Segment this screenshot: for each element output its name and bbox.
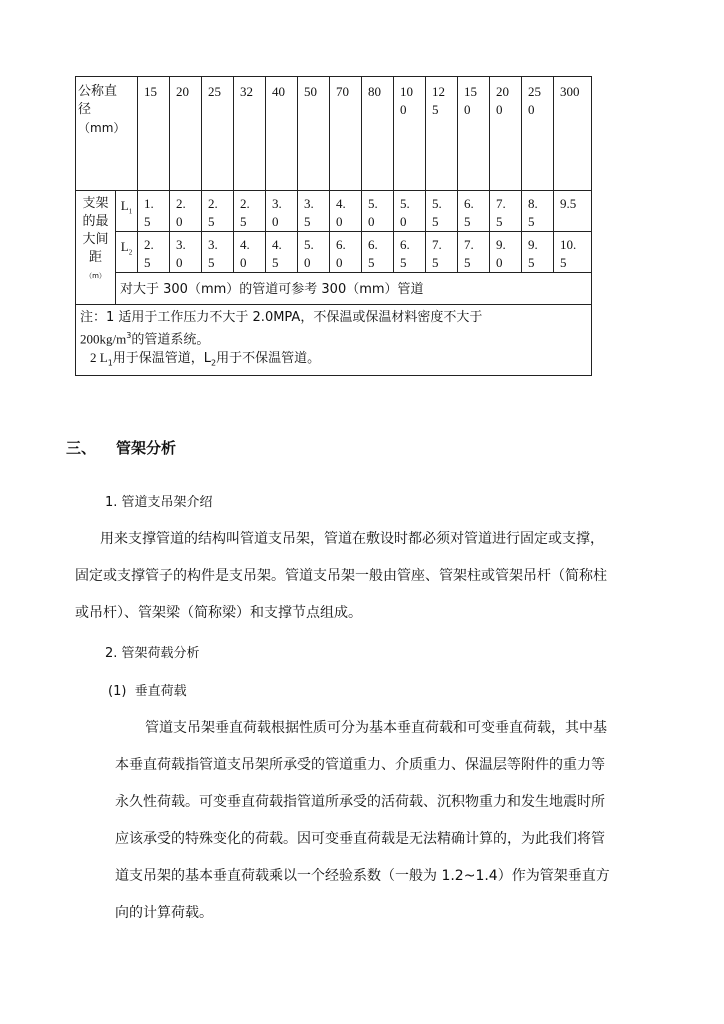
cell-text: 0	[400, 214, 407, 229]
diameter-cell	[426, 77, 458, 191]
diameter-cell	[138, 77, 170, 191]
diameter-cell	[298, 77, 330, 191]
l1-value	[234, 191, 266, 232]
cell-text: 3.	[208, 237, 218, 252]
cell-text: 5	[144, 214, 151, 229]
cell-text: 7.	[432, 237, 442, 252]
l1-row	[76, 191, 592, 232]
diameter-cell	[394, 77, 426, 191]
l-letter: L	[120, 239, 129, 254]
note-text: 的管道系统。	[131, 332, 210, 348]
l1-value	[266, 191, 298, 232]
cell-text: 0	[496, 255, 503, 270]
cell-text: 2.	[208, 196, 218, 211]
cell-text: 4.	[336, 196, 346, 211]
l1-value	[394, 191, 426, 232]
l2-value	[170, 232, 202, 273]
cell-text: 0	[336, 255, 343, 270]
diameter-cell	[522, 77, 554, 191]
note-line-3	[80, 349, 591, 373]
cell-text: 3.	[272, 196, 282, 211]
diameter-cell	[330, 77, 362, 191]
cell-text: 0	[496, 102, 503, 117]
l1-value	[170, 191, 202, 232]
cell-text: 5	[400, 255, 407, 270]
subheading-3: (1) 垂直荷载	[108, 684, 187, 699]
cell-text: 5	[208, 214, 215, 229]
paragraph-2-line: 永久性荷载。可变垂直荷载指管道所承受的活荷载、沉积物重力和发生地震时所	[115, 794, 605, 810]
l2-value	[426, 232, 458, 273]
cell-text: 300	[560, 84, 580, 99]
cell-text: 4.	[240, 237, 250, 252]
label-line: （m）	[85, 272, 106, 280]
note-sup: 3	[126, 331, 132, 340]
section-number: 三、	[66, 439, 97, 457]
paragraph-1-line: 用来支撑管道的结构叫管道支吊架，管道在敷设时都必须对管道进行固定或支撑，	[100, 531, 604, 547]
l-subscript: 2	[128, 248, 133, 257]
section-title: 管架分析	[116, 439, 177, 457]
l1-value	[554, 191, 592, 232]
cell-text: 6.	[336, 237, 346, 252]
paragraph-1-line: 固定或支撑管子的构件是支吊架。管道支吊架一般由管座、管架柱或管架吊杆（简称柱	[75, 568, 607, 584]
table-caption: 对大于 300（mm）的管道可参考 300（mm）管道	[116, 273, 592, 305]
cell-text: 12	[432, 84, 446, 99]
label-line: 距	[88, 250, 102, 265]
cell-text: 0	[528, 102, 535, 117]
l1-value	[522, 191, 554, 232]
note-line-2	[80, 327, 591, 349]
cell-text: 0	[176, 214, 183, 229]
paragraph-2-line: 本垂直荷载指管道支吊架所承受的管道重力、介质重力、保温层等附件的重力等	[115, 757, 605, 773]
l1-value	[330, 191, 362, 232]
cell-text: 0	[336, 214, 343, 229]
cell-text: 32	[240, 84, 254, 99]
cell-text: 1.	[144, 196, 154, 211]
l1-value	[362, 191, 394, 232]
cell-text: 0	[272, 214, 279, 229]
cell-text: 5	[272, 255, 279, 270]
cell-text: 6.	[368, 237, 378, 252]
diameter-cell	[458, 77, 490, 191]
cell-text: 20	[496, 84, 510, 99]
diameter-cell	[234, 77, 266, 191]
cell-text: 5	[208, 255, 215, 270]
cell-text: 15	[464, 84, 478, 99]
paragraph-2-line: 向的计算荷载。	[115, 905, 213, 921]
label-line: 支架	[82, 196, 109, 211]
nominal-diameter-label	[76, 77, 138, 191]
cell-text: 40	[272, 84, 286, 99]
l2-value	[330, 232, 362, 273]
l2-value	[554, 232, 592, 273]
pipe-support-spacing-table	[75, 76, 592, 376]
cell-text: 15	[144, 84, 158, 99]
cell-text: 25	[208, 84, 222, 99]
cell-text: 6.	[400, 237, 410, 252]
paragraph-2-line: 道支吊架的基本垂直荷载乘以一个经验系数（一般为 1.2~1.4）作为管架垂直方	[115, 868, 610, 884]
label-line: 的最	[82, 214, 109, 229]
cell-text: 5	[560, 255, 567, 270]
l2-value	[394, 232, 426, 273]
l-letter: L	[120, 198, 129, 213]
cell-text: 5	[432, 214, 439, 229]
cell-text: 0	[304, 255, 311, 270]
note-text: 200kg/m	[80, 331, 127, 347]
section-heading	[66, 437, 176, 458]
cell-text: 25	[528, 84, 542, 99]
diameter-cell	[202, 77, 234, 191]
cell-text: 10.	[560, 237, 577, 252]
note-text: 2 L	[90, 350, 108, 366]
note-text: 用于不保温管道。	[216, 351, 321, 367]
l1-value	[298, 191, 330, 232]
paragraph-2-line: 应该承受的特殊变化的荷载。因可变垂直荷载是无法精确计算的，为此我们将管	[115, 831, 605, 847]
note-sub: 2	[211, 358, 217, 368]
cell-text: 5.	[304, 237, 314, 252]
caption-row	[76, 273, 592, 305]
l-subscript: 1	[128, 207, 133, 216]
cell-text: 0	[176, 255, 183, 270]
cell-text: 7.	[464, 237, 474, 252]
cell-text: 5	[368, 255, 375, 270]
cell-text: 5.	[432, 196, 442, 211]
diameter-cell	[170, 77, 202, 191]
l2-value	[490, 232, 522, 273]
l1-value	[490, 191, 522, 232]
note-row	[76, 305, 592, 376]
cell-text: 0	[368, 214, 375, 229]
cell-text: 70	[336, 84, 350, 99]
cell-text: 5	[528, 255, 535, 270]
cell-text: 5	[144, 255, 151, 270]
cell-text: 0	[240, 255, 247, 270]
cell-text: 5	[496, 214, 503, 229]
cell-text: 5	[464, 255, 471, 270]
table-note	[76, 305, 592, 376]
l1-value	[458, 191, 490, 232]
l2-row	[76, 232, 592, 273]
cell-text: 5	[432, 255, 439, 270]
max-spacing-label	[76, 191, 116, 305]
label-line: （mm）	[78, 121, 126, 135]
cell-text: 5	[464, 214, 471, 229]
cell-text: 8.	[528, 196, 538, 211]
cell-text: 5.	[368, 196, 378, 211]
l2-value	[522, 232, 554, 273]
note-text: 用于保温管道，L	[112, 351, 212, 367]
l2-value	[362, 232, 394, 273]
cell-text: 4.	[272, 237, 282, 252]
cell-text: 5	[528, 214, 535, 229]
paragraph-2-line: 管道支吊架垂直荷载根据性质可分为基本垂直荷载和可变垂直荷载，其中基	[145, 720, 607, 736]
cell-text: 5.	[400, 196, 410, 211]
l1-label	[116, 191, 138, 232]
cell-text: 9.	[528, 237, 538, 252]
l2-value	[234, 232, 266, 273]
cell-text: 9.5	[560, 196, 577, 211]
l1-value	[138, 191, 170, 232]
cell-text: 5	[304, 214, 311, 229]
l2-value	[138, 232, 170, 273]
l2-value	[266, 232, 298, 273]
cell-text: 0	[400, 102, 407, 117]
cell-text: 6.	[464, 196, 474, 211]
l1-value	[202, 191, 234, 232]
cell-text: 80	[368, 84, 382, 99]
diameter-cell	[490, 77, 522, 191]
label-line: 径	[78, 102, 92, 117]
diameter-cell	[266, 77, 298, 191]
label-line: 公称直	[78, 84, 118, 99]
cell-text: 2.	[240, 196, 250, 211]
cell-text: 9.	[496, 237, 506, 252]
note-line-1: 注：1 适用于工作压力不大于 2.0MPA，不保温或保温材料密度不大于	[80, 310, 483, 325]
subheading-1: 1. 管道支吊架介绍	[105, 495, 213, 510]
subheading-2: 2. 管架荷载分析	[105, 646, 200, 661]
cell-text: 50	[304, 84, 318, 99]
cell-text: 3.	[304, 196, 314, 211]
paragraph-1-line: 或吊杆）、管架梁（简称梁）和支撑节点组成。	[75, 605, 362, 621]
cell-text: 2.	[176, 196, 186, 211]
diameter-header-row	[76, 77, 592, 191]
cell-text: 5	[240, 214, 247, 229]
label-line: 大间	[82, 232, 109, 247]
cell-text: 2.	[144, 237, 154, 252]
l2-value	[458, 232, 490, 273]
cell-text: 0	[464, 102, 471, 117]
cell-text: 3.	[176, 237, 186, 252]
cell-text: 7.	[496, 196, 506, 211]
l2-value	[202, 232, 234, 273]
diameter-cell	[362, 77, 394, 191]
cell-text: 20	[176, 84, 190, 99]
cell-text: 10	[400, 84, 414, 99]
diameter-cell	[554, 77, 592, 191]
note-sub: 1	[107, 358, 113, 368]
l1-value	[426, 191, 458, 232]
l2-value	[298, 232, 330, 273]
cell-text: 5	[432, 102, 439, 117]
l2-label	[116, 232, 138, 273]
